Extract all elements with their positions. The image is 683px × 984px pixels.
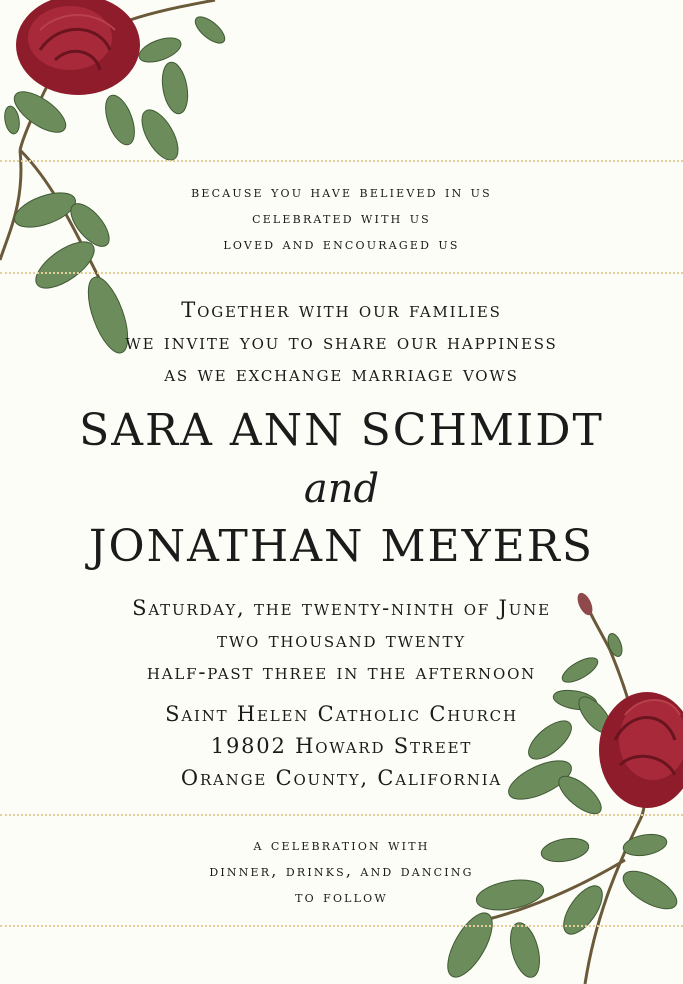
venue-city: Orange County, California bbox=[180, 766, 503, 790]
date-line: Saturday, the twenty-ninth of June bbox=[132, 596, 551, 620]
reception-section bbox=[0, 832, 683, 910]
intro-section bbox=[0, 179, 683, 257]
dotted-divider-3 bbox=[0, 814, 683, 816]
reception-line-3: to follow bbox=[295, 887, 388, 906]
venue-street: 19802 Howard Street bbox=[210, 734, 473, 758]
bride-name: SARA ANN SCHMIDT bbox=[79, 405, 604, 456]
intro-line-3: loved and encouraged us bbox=[223, 234, 460, 253]
invite-line-2: we invite you to share our happiness bbox=[125, 330, 558, 354]
reception-line-1: a celebration with bbox=[253, 835, 430, 854]
year-line: two thousand twenty bbox=[217, 628, 466, 652]
venue-section bbox=[0, 698, 683, 794]
time-line: half-past three in the afternoon bbox=[146, 660, 537, 684]
invitation-wording bbox=[0, 294, 683, 390]
reception-line-2: dinner, drinks, and dancing bbox=[209, 861, 474, 880]
groom-name: JONATHAN MEYERS bbox=[88, 521, 595, 572]
couple-names bbox=[0, 404, 683, 574]
dotted-divider-4 bbox=[0, 925, 683, 927]
and-script: and bbox=[303, 466, 380, 512]
date-time-section bbox=[0, 592, 683, 688]
venue-name: Saint Helen Catholic Church bbox=[165, 702, 518, 726]
invite-line-1: Together with our families bbox=[181, 298, 502, 322]
dotted-divider-1 bbox=[0, 160, 683, 162]
dotted-divider-2 bbox=[0, 272, 683, 274]
invite-line-3: as we exchange marriage vows bbox=[164, 362, 519, 386]
intro-line-2: celebrated with us bbox=[252, 208, 431, 227]
intro-line-1: because you have believed in us bbox=[191, 182, 492, 201]
